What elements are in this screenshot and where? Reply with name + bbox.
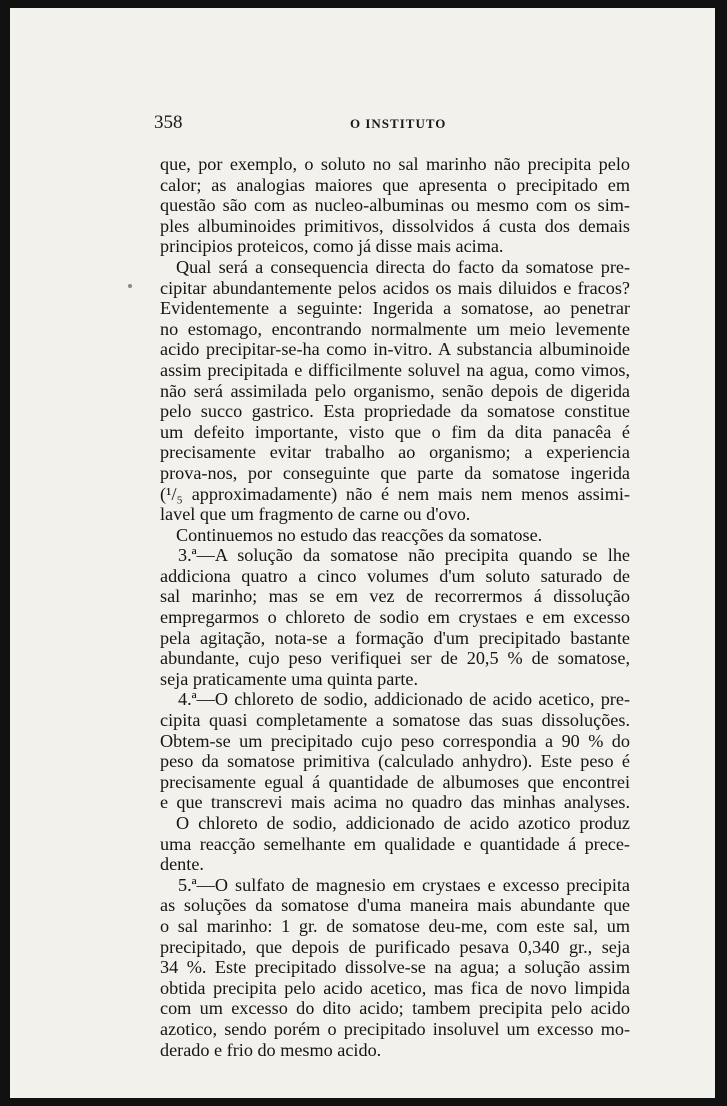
text-line: acido precipitar-se-ha como in-vitro. A substancia albuminoide (160, 339, 630, 360)
text-line: obtida precipita pelo acido acetico, mas fica de novo limpida (160, 977, 630, 998)
text-line: com um excesso do dito acido; tambem precipita pelo acido (160, 998, 630, 1019)
text-line: O chloreto de sodio, addicionado de acido azotico produz (176, 813, 630, 833)
text-line: o sal marinho: 1 gr. de somatose deu-me, com este sal, um (160, 915, 630, 936)
text-line: pelo succo gastrico. Esta propriedade da somatose constitue (160, 401, 630, 422)
text-line: Continuemos no estudo das reacções da somatose. (176, 524, 543, 545)
text-line: 4.ª—O chloreto de sodio, addicionado de acido acetico, pre- (178, 689, 630, 710)
book-page (10, 8, 715, 1098)
text-line: pela agitação, nota-se a formação d'um precipitado bastante (160, 627, 630, 648)
text-line: 34 %. Este precipitado dissolve-se na agua; a solução assim (160, 957, 630, 978)
text-line: assim precipitada e difficilmente soluvel na agua, como vimos, (160, 359, 630, 380)
text-line: não será assimilada pelo organismo, senão depois de digerida (160, 380, 630, 401)
text-line: cipitar abundantemente pelos acidos os mais diluidos e fracos? (160, 277, 630, 298)
text-line: um defeito importante, visto que o fim da dita panacêa é (160, 421, 630, 442)
page-number: 358 (154, 112, 183, 133)
text-line: precisamente egual á quantidade de albumoses que encontrei (160, 771, 630, 792)
text-line: questão são com as nucleo-albuminas ou mesmo com os sim- (160, 195, 630, 216)
text-line: seja praticamente uma quinta parte. (160, 668, 419, 689)
text-line: dente. (160, 854, 204, 875)
text-line: precisamente evitar trabalho ao organismo; a experiencia (160, 442, 630, 463)
margin-mark (128, 284, 132, 288)
text-line: que, por exemplo, o soluto no sal marinho não precipita pelo (160, 154, 630, 174)
text-line: ples albuminoides primitivos, dissolvidos á custa dos demais (160, 215, 630, 236)
text-line: azotico, sendo porém o precipitado insoluvel um excesso mo- (160, 1018, 630, 1039)
running-title: O INSTITUTO (350, 116, 447, 131)
text-line: Evidentemente a seguinte: Ingerida a somatose, ao penetrar (160, 298, 630, 319)
text-line: empregarmos o chloreto de sodio em crystaes e em excesso (160, 607, 630, 628)
text-line: Obtem-se um precipitado cujo peso correspondia a 90 % do (160, 730, 630, 751)
text-line: 3.ª—A solução da somatose não precipita quando se lhe (178, 545, 630, 566)
text-line: no estomago, encontrando normalmente um meio levemente (160, 318, 630, 339)
text-line: (¹/₅ approximadamente) não é nem mais nem menos assimi- (160, 483, 630, 504)
text-line: calor; as analogias maiores que apresenta o precipitado em (160, 174, 630, 195)
text-line: prova-nos, por conseguinte que parte da somatose ingerida (160, 462, 630, 483)
text-line: sal marinho; mas se em vez de recorrermos á dissolução (160, 586, 630, 607)
text-line: 5.ª—O sulfato de magnesio em crystaes e excesso precipita (178, 874, 630, 895)
text-line: cipita quasi completamente a somatose das suas dissoluções. (160, 710, 630, 731)
page-header (10, 112, 715, 136)
text-line: lavel que um fragmento de carne ou d'ovo. (160, 504, 471, 525)
text-line: uma reacção semelhante em qualidade e quantidade á prece- (160, 833, 630, 854)
body-text (160, 154, 630, 1060)
text-line: derado e frio do mesmo acido. (160, 1039, 382, 1060)
text-line: peso da somatose primitiva (calculado anhydro). Este peso é (160, 751, 630, 772)
text-line: precipitado, que depois de purificado pesava 0,340 gr., seja (160, 936, 630, 957)
text-line: addiciona quatro a cinco volumes d'um soluto saturado de (160, 565, 630, 586)
text-line: Qual será a consequencia directa do facto da somatose pre- (176, 256, 630, 277)
text-line: abundante, cujo peso verifiquei ser de 20,5 % de somatose, (160, 648, 630, 669)
text-line: e que transcrevi mais acima no quadro das minhas analyses. (160, 792, 630, 813)
text-line: principios proteicos, como já disse mais acima. (160, 236, 504, 257)
text-line: as soluções da somatose d'uma maneira mais abundante que (160, 895, 630, 916)
